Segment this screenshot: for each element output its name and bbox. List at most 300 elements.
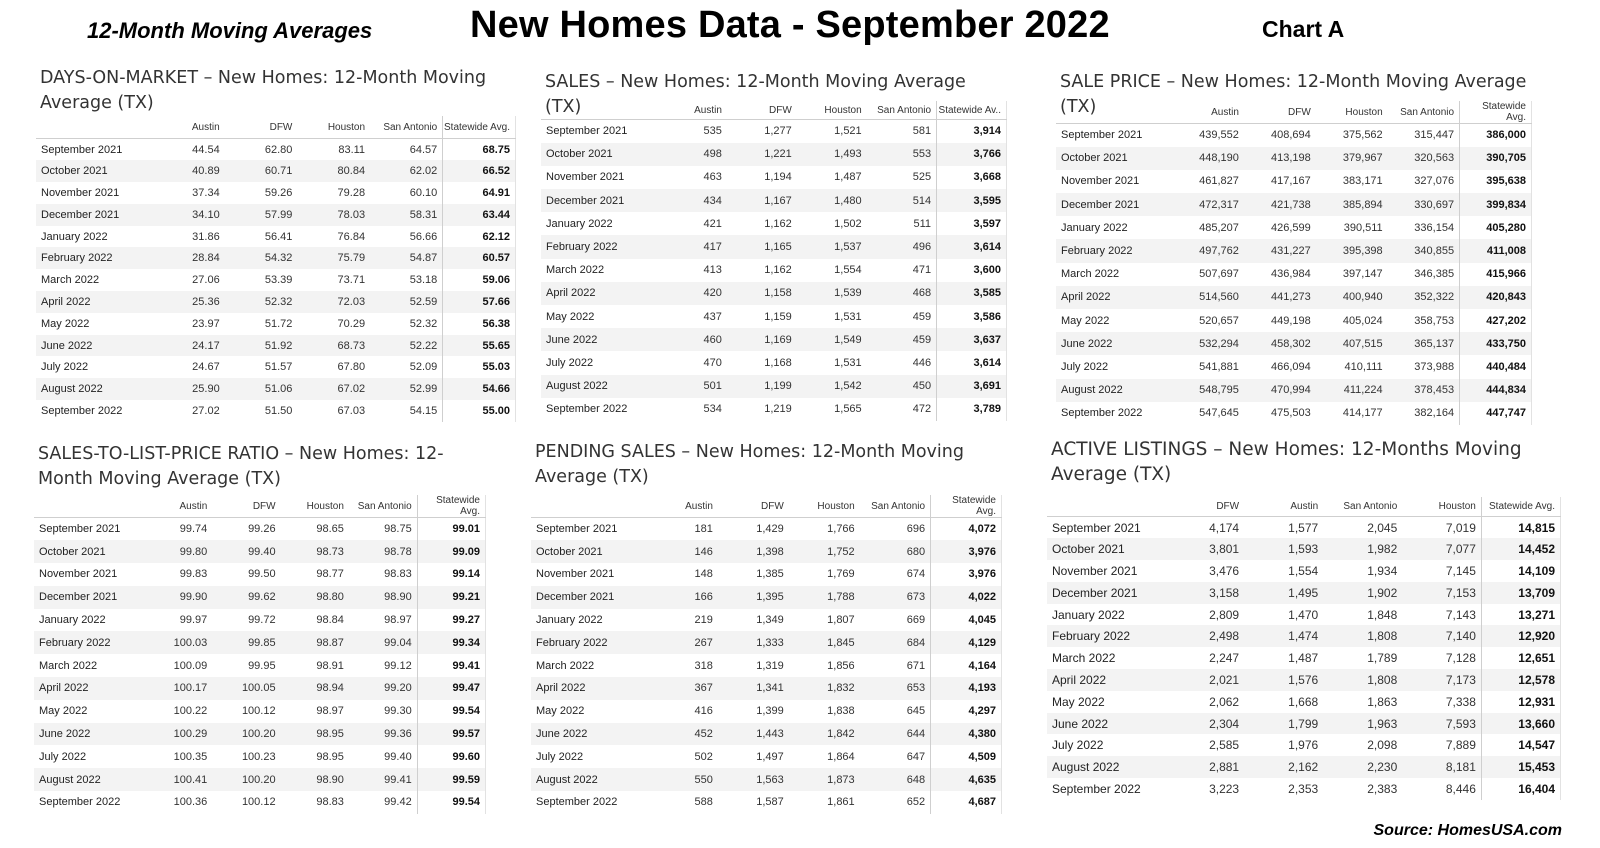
table-cell: 1,169 [727,328,797,351]
table-cell: 346,385 [1414,268,1455,281]
table-cell: 1,549 [797,328,867,351]
table-row [1056,147,1532,170]
statewide-avg-cell: 3,614 [937,235,1007,258]
table-cell: 52.32 [225,291,298,313]
row-month-label: November 2021 [39,568,118,581]
table-cell: 426,599 [1271,221,1311,234]
statewide-avg-cell: 59.06 [443,269,516,291]
table-cell: 1,219 [764,403,792,416]
statewide-avg-cell: 99.14 [417,563,485,586]
statewide-avg-cell: 14,547 [1481,734,1560,756]
table-cell: 417 [657,235,727,258]
column-header: Statewide Avg. [931,495,1002,518]
table-cell: 1,766 [827,523,855,536]
table-cell: 365,137 [1388,332,1460,355]
table-cell: 98.83 [384,568,412,581]
table-cell: 475,503 [1271,407,1311,420]
column-header: DFW [718,495,789,518]
table-cell: 1,963 [1323,713,1402,735]
table-header-row [36,116,516,139]
row-month-label: October 2021 [34,540,144,563]
statewide-avg-cell: 14,109 [1481,560,1560,582]
column-header: Houston [797,101,867,120]
statewide-avg-cell: 62.12 [443,226,516,248]
row-month-label: August 2022 [1047,756,1165,778]
table-row [36,335,516,357]
statewide-avg-cell: 12,578 [1481,669,1560,691]
row-month-label: March 2022 [546,264,605,277]
table-row [1056,239,1532,262]
table-row [531,768,1002,791]
table-cell: 470 [703,356,722,369]
table-cell: 99.12 [384,659,412,672]
table-cell: 98.87 [281,631,349,654]
table-cell: 1,199 [727,375,797,398]
table-cell: 327,076 [1414,175,1455,188]
table-cell: 98.97 [384,614,412,627]
table-header-row [1056,101,1532,124]
column-header-empty [36,116,152,139]
column-header: DFW [1165,497,1244,517]
table-cell: 470,994 [1244,379,1316,402]
table-cell: 2,045 [1367,520,1398,535]
row-month-label: October 2021 [1056,147,1172,170]
row-month-label: July 2022 [1052,738,1104,753]
table-cell: 56.66 [409,230,438,243]
table-cell: 1,521 [834,125,862,138]
table-cell: 100.29 [144,723,212,746]
statewide-avg-cell: 99.41 [417,654,485,677]
table-cell: 76.84 [337,230,366,243]
table-cell: 25.36 [152,291,225,313]
column-header: Houston [1402,497,1481,517]
table-cell: 99.36 [349,723,417,746]
table-row [541,351,1007,374]
table-cell: 466,094 [1271,360,1311,373]
row-month-label: April 2022 [1056,286,1172,309]
table-row [1047,778,1561,800]
table-cell: 1,398 [718,540,789,563]
statewide-avg-cell: 3,595 [937,189,1007,212]
table-row [541,212,1007,235]
table-cell: 1,807 [827,614,855,627]
statewide-avg-cell: 99.34 [417,631,485,654]
table-cell: 525 [912,171,932,184]
table-row [541,282,1007,305]
table-row [36,204,516,226]
row-month-label: September 2022 [1061,407,1143,420]
table-cell: 446 [912,356,932,369]
table-cell: 99.95 [248,659,276,672]
table-row [36,356,516,378]
row-month-label: November 2021 [41,186,120,199]
table-row [1056,286,1532,309]
table-cell: 100.12 [241,705,276,718]
column-header-empty [34,495,144,518]
row-month-label: September 2021 [39,523,121,536]
column-header-empty [1047,497,1165,517]
row-month-label: February 2022 [541,235,657,258]
row-month-label: August 2022 [531,768,647,791]
row-month-label: July 2022 [546,356,594,369]
statewide-avg-cell: 4,129 [931,631,1002,654]
table-cell: 498 [657,143,727,166]
table-cell: 421,738 [1244,193,1316,216]
table-cell: 59.26 [264,186,293,199]
table-header-row [531,495,1002,518]
table-cell: 7,128 [1445,651,1476,666]
panel-active-listings [1047,437,1561,800]
table-cell: 1,873 [789,768,860,791]
table-cell: 1,487 [1288,651,1319,666]
table-cell: 535 [703,125,722,138]
table-cell: 588 [694,796,713,809]
panel-sales-to-list-ratio [34,442,486,814]
table-cell: 7,077 [1402,538,1481,560]
statewide-avg-cell: 16,404 [1481,778,1560,800]
table-cell: 3,476 [1209,563,1240,578]
row-month-label: May 2022 [1061,314,1110,327]
statewide-avg-cell: 3,668 [937,166,1007,189]
table-row [541,259,1007,282]
row-month-label: June 2022 [531,723,647,746]
table-cell: 267 [647,631,718,654]
table-cell: 450 [867,375,937,398]
table-cell: 669 [906,614,926,627]
page-title: New Homes Data - September 2022 [470,4,1110,46]
row-month-label: February 2022 [1056,239,1172,262]
table-cell: 60.71 [225,160,298,182]
table-row [541,375,1007,398]
table-cell: 674 [906,568,926,581]
row-month-label: August 2022 [541,375,657,398]
table-row [36,247,516,269]
table-cell: 148 [694,568,713,581]
table-cell: 407,515 [1316,332,1388,355]
statewide-avg-cell: 3,766 [937,143,1007,166]
row-month-label: March 2022 [536,659,595,672]
table-cell: 410,111 [1344,360,1383,373]
table-cell: 1,799 [1244,713,1323,735]
table-row [1056,170,1532,193]
row-month-label: June 2022 [34,723,144,746]
table-cell: 24.67 [192,361,220,374]
statewide-avg-cell: 395,638 [1460,170,1532,193]
table-cell: 100.35 [173,750,208,763]
column-header: San Antonio [867,101,937,120]
table-cell: 99.40 [212,540,280,563]
statewide-avg-cell: 4,687 [931,791,1002,814]
table-cell: 405,024 [1342,314,1383,327]
table-row [531,563,1002,586]
table-cell: 581 [912,125,932,138]
table-cell: 27.02 [192,404,220,417]
row-month-label: August 2022 [34,768,144,791]
table-row [36,160,516,182]
row-month-label: December 2021 [36,204,152,226]
table-cell: 408,694 [1271,129,1311,142]
table-row [1056,216,1532,239]
table-cell: 52.32 [409,317,438,330]
table-row [1047,734,1561,756]
table-cell: 1,554 [834,264,862,277]
table-cell: 3,801 [1165,538,1244,560]
row-month-label: March 2022 [1052,651,1116,666]
table-cell: 98.83 [316,796,344,809]
table-cell: 696 [906,523,926,536]
table-cell: 53.18 [409,274,438,287]
column-header: Austin [1172,101,1244,124]
table-row [1047,647,1561,669]
table-cell: 1,395 [718,586,789,609]
table-cell: 25.90 [152,378,225,400]
table-row [36,291,516,313]
table-cell: 70.29 [337,317,366,330]
panel-title: SALE PRICE – New Homes: 12-Month Moving Average (TX) [1060,72,1527,117]
table-cell: 1,838 [827,705,855,718]
table-cell: 100.05 [212,677,280,700]
table-cell: 72.03 [297,291,370,313]
row-month-label: May 2022 [536,705,585,718]
statewide-avg-cell: 13,271 [1481,604,1560,626]
table-cell: 1,159 [764,310,792,323]
table-cell: 1,158 [727,282,797,305]
table-cell: 100.03 [144,631,212,654]
table-cell: 1,341 [718,677,789,700]
row-month-label: November 2021 [536,568,615,581]
table-cell: 2,304 [1165,713,1244,735]
column-header: San Antonio [349,495,417,518]
table-cell: 644 [860,723,931,746]
row-month-label: January 2022 [546,217,613,230]
row-month-label: April 2022 [1047,669,1165,691]
column-header: San Antonio [370,116,443,139]
column-header: Austin [657,101,727,120]
chart-label: Chart A [1262,16,1345,42]
table-cell: 1,789 [1367,651,1398,666]
table-cell: 367 [647,677,718,700]
statewide-avg-cell: 3,789 [937,398,1007,421]
table-row [34,654,486,677]
statewide-avg-cell: 3,600 [937,259,1007,282]
row-month-label: November 2021 [1052,563,1138,578]
table-cell: 1,982 [1323,538,1402,560]
table-cell: 99.85 [212,631,280,654]
row-month-label: February 2022 [34,631,144,654]
table-cell: 100.22 [173,705,208,718]
table-cell: 1,162 [764,217,792,230]
row-month-label: June 2022 [541,328,657,351]
row-month-label: September 2021 [536,523,618,536]
table-row [34,700,486,723]
table-row [34,745,486,768]
row-month-label: May 2022 [546,310,595,323]
table-cell: 1,856 [827,659,855,672]
statewide-avg-cell: 63.44 [443,204,516,226]
column-header: DFW [1244,101,1316,124]
table-cell: 52.99 [370,378,443,400]
table-cell: 320,563 [1388,147,1460,170]
statewide-avg-cell: 13,709 [1481,582,1560,604]
table-cell: 431,227 [1244,239,1316,262]
table-header-row [541,101,1007,120]
table-cell: 98.84 [316,614,344,627]
table-row [541,398,1007,421]
table-cell: 1,277 [764,125,792,138]
statewide-avg-cell: 399,834 [1460,193,1532,216]
row-month-label: June 2022 [36,335,152,357]
statewide-avg-cell: 12,920 [1481,625,1560,647]
table-cell: 146 [647,540,718,563]
table-cell: 7,338 [1445,694,1476,709]
table-cell: 1,221 [727,143,797,166]
table-row [34,586,486,609]
row-month-label: February 2022 [1047,625,1165,647]
table-cell: 330,697 [1388,193,1460,216]
table-cell: 652 [906,796,926,809]
table-cell: 31.86 [192,230,220,243]
table-cell: 385,894 [1316,193,1388,216]
table-cell: 2,353 [1288,781,1319,796]
table-row [1056,379,1532,402]
table-cell: 1,497 [756,750,784,763]
statewide-avg-cell: 99.57 [417,723,485,746]
table-cell: 472 [912,403,932,416]
row-month-label: November 2021 [1061,175,1140,188]
row-month-label: September 2021 [41,143,123,156]
table-cell: 99.62 [212,586,280,609]
table-cell: 34.10 [152,204,225,226]
table-row [1047,604,1561,626]
table-cell: 411,224 [1316,379,1388,402]
table-cell: 534 [703,403,722,416]
table-row [36,139,516,161]
table-cell: 54.15 [409,404,438,417]
table-row [541,328,1007,351]
table-row [531,654,1002,677]
table-cell: 441,273 [1244,286,1316,309]
table-cell: 1,563 [718,768,789,791]
table-cell: 436,984 [1271,268,1311,281]
statewide-avg-cell: 4,045 [931,609,1002,632]
table-row [531,745,1002,768]
table-cell: 8,181 [1402,756,1481,778]
row-month-label: May 2022 [1052,694,1105,709]
table-cell: 439,552 [1199,129,1239,142]
row-month-label: May 2022 [39,705,88,718]
row-month-label: January 2022 [41,230,108,243]
table-cell: 1,587 [756,796,784,809]
table-cell: 1,480 [797,189,867,212]
source-note: Source: HomesUSA.com [1373,822,1562,839]
table-cell: 520,657 [1199,314,1239,327]
table-cell: 1,902 [1323,582,1402,604]
table-cell: 44.54 [192,143,220,156]
statewide-avg-cell: 54.66 [443,378,516,400]
statewide-avg-cell: 3,976 [931,563,1002,586]
table-cell: 68.73 [297,335,370,357]
table-row [1047,669,1561,691]
table-cell: 648 [860,768,931,791]
table-cell: 99.80 [144,540,212,563]
table-row [1056,402,1532,425]
table-cell: 548,795 [1172,379,1244,402]
table-cell: 375,562 [1342,129,1383,142]
table-cell: 2,162 [1244,756,1323,778]
row-month-label: September 2022 [41,404,123,417]
table-cell: 1,333 [718,631,789,654]
table-cell: 7,593 [1402,713,1481,735]
statewide-avg-cell: 3,614 [937,351,1007,374]
table-cell: 100.41 [144,768,212,791]
table-cell: 75.79 [297,247,370,269]
table-cell: 23.97 [192,317,220,330]
statewide-avg-cell: 3,914 [937,120,1007,143]
row-month-label: February 2022 [531,631,647,654]
statewide-avg-cell: 56.38 [443,313,516,335]
table-row [531,631,1002,654]
panel-title: PENDING SALES – New Homes: 12-Month Moving Average (TX) [535,442,964,487]
table-cell: 37.34 [192,186,220,199]
table-cell: 1,863 [1367,694,1398,709]
table-cell: 58.31 [370,204,443,226]
statewide-avg-cell: 13,660 [1481,713,1560,735]
table-cell: 52.59 [370,291,443,313]
table-cell: 98.65 [316,523,344,536]
table-cell: 60.10 [409,186,438,199]
data-table [541,101,1007,421]
table-row [1056,263,1532,286]
table-row [531,723,1002,746]
table-cell: 2,498 [1165,625,1244,647]
table-row [541,189,1007,212]
row-month-label: March 2022 [39,659,98,672]
table-cell: 1,861 [827,796,855,809]
statewide-avg-cell: 411,008 [1460,239,1532,262]
table-row [1047,756,1561,778]
table-cell: 553 [867,143,937,166]
table-cell: 1,443 [718,723,789,746]
statewide-avg-cell: 99.54 [417,791,485,814]
table-cell: 1,668 [1288,694,1319,709]
table-row [541,166,1007,189]
row-month-label: October 2021 [541,143,657,166]
table-cell: 379,967 [1316,147,1388,170]
table-cell: 1,565 [834,403,862,416]
table-cell: 51.06 [225,378,298,400]
statewide-avg-cell: 99.01 [417,518,485,541]
row-month-label: February 2022 [36,247,152,269]
table-row [1056,124,1532,147]
table-cell: 421 [703,217,722,230]
statewide-avg-cell: 99.27 [417,609,485,632]
row-month-label: July 2022 [536,750,584,763]
table-cell: 315,447 [1414,129,1455,142]
table-cell: 460 [657,328,727,351]
row-month-label: September 2022 [1052,781,1141,796]
table-row [531,791,1002,814]
table-cell: 382,164 [1414,407,1455,420]
row-month-label: January 2022 [1052,607,1125,622]
table-row [34,723,486,746]
table-cell: 4,174 [1209,520,1240,535]
statewide-avg-cell: 386,000 [1460,124,1532,147]
table-cell: 1,576 [1244,669,1323,691]
table-cell: 99.74 [179,523,208,536]
row-month-label: April 2022 [531,677,647,700]
table-cell: 100.23 [241,750,276,763]
statewide-avg-cell: 99.09 [417,540,485,563]
